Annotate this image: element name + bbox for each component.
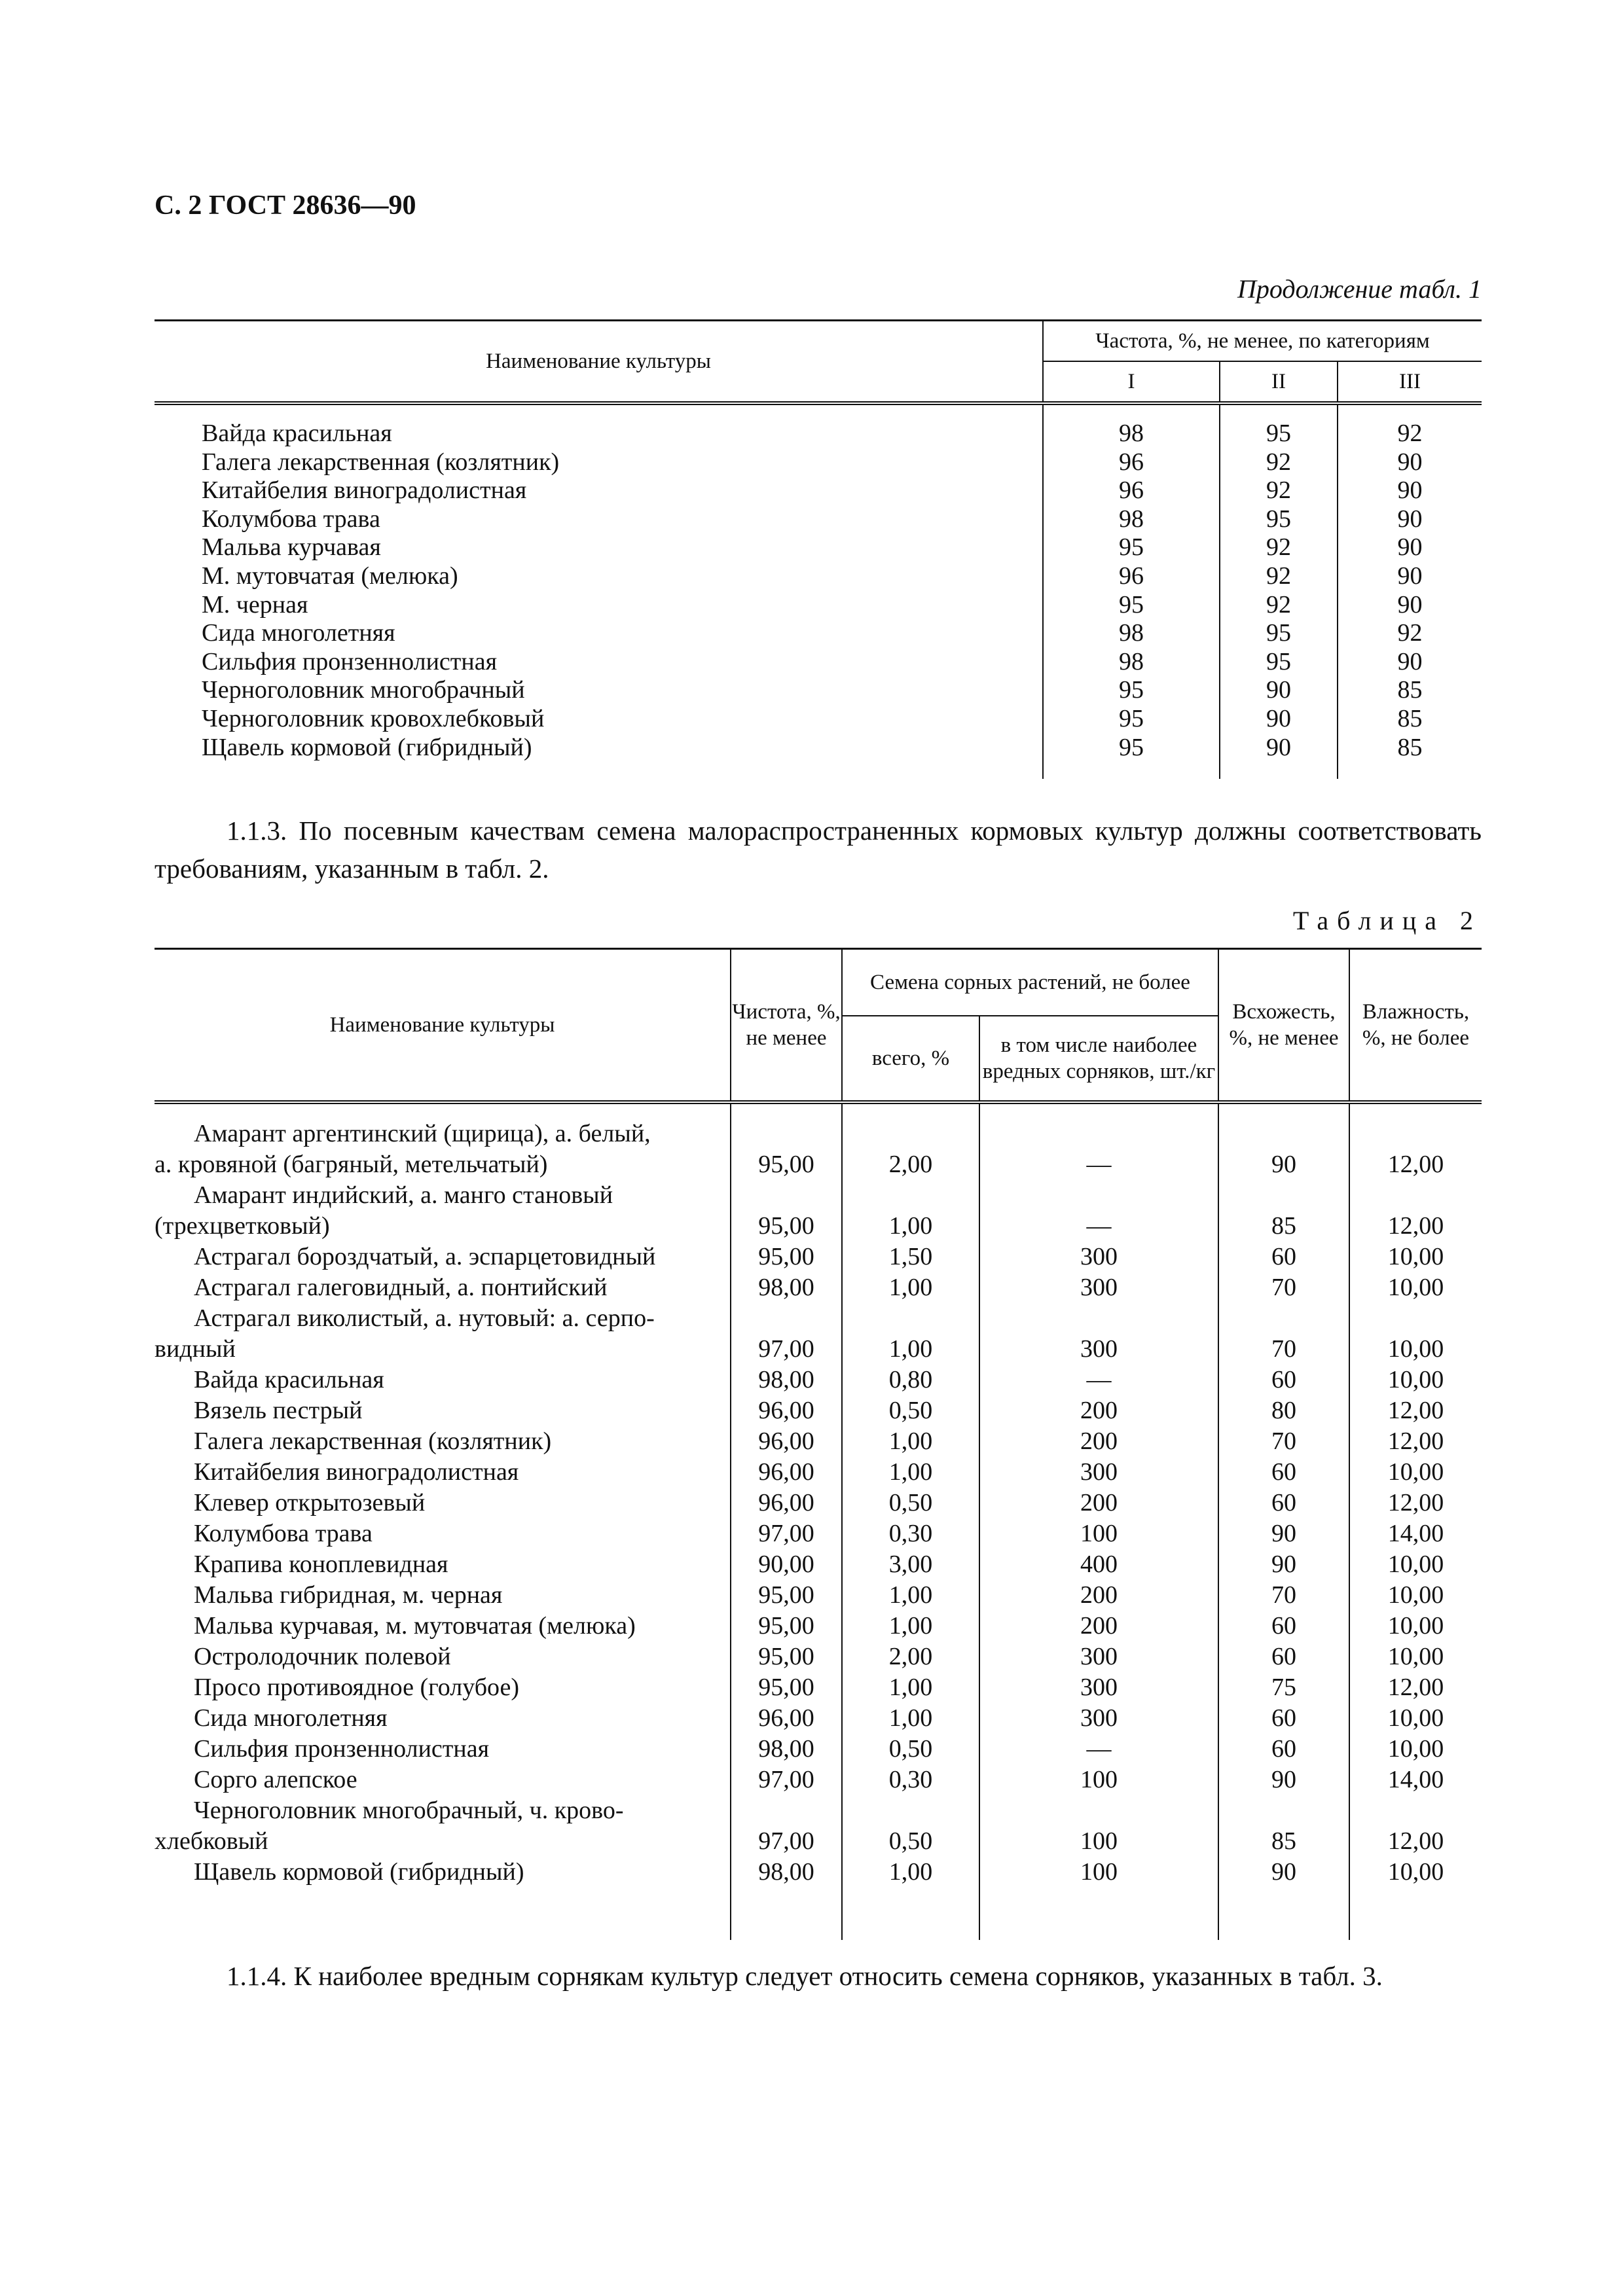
moisture-value: 10,00 (1349, 1857, 1482, 1888)
culture-name (155, 1457, 731, 1488)
frequency-cat-2: 95 (1220, 619, 1338, 648)
purity-value: 95,00 (731, 1242, 842, 1272)
culture-name (155, 1611, 731, 1641)
weeds-harmful-value: 300 (979, 1303, 1218, 1365)
frequency-cat-2: 90 (1220, 734, 1338, 780)
weeds-total-value: 1,00 (842, 1857, 979, 1888)
weeds-total-value: 0,50 (842, 1795, 979, 1857)
germination-value: 60 (1218, 1734, 1349, 1765)
culture-name (155, 1641, 731, 1672)
table-row (155, 562, 1482, 591)
culture-name-line-1: Астрагал галеговидный, а. понтийский (194, 1274, 608, 1301)
moisture-value: 10,00 (1349, 1611, 1482, 1641)
germination-value: 90 (1218, 1549, 1349, 1580)
culture-name-line-1: Мальва курчавая, м. мутовчатая (мелюка) (194, 1612, 636, 1640)
table-row (155, 1518, 1482, 1549)
culture-name-line-1: Клевер открытозевый (194, 1489, 426, 1516)
spacer-cell (1349, 1888, 1482, 1940)
culture-name (155, 1765, 731, 1795)
germination-value: 60 (1218, 1457, 1349, 1488)
purity-value: 96,00 (731, 1488, 842, 1518)
moisture-value: 10,00 (1349, 1734, 1482, 1765)
culture-name (155, 1734, 731, 1765)
purity-value: 98,00 (731, 1365, 842, 1395)
frequency-cat-3: 90 (1338, 505, 1482, 534)
weeds-harmful-value: 400 (979, 1549, 1218, 1580)
moisture-value: 10,00 (1349, 1457, 1482, 1488)
frequency-cat-2: 95 (1220, 648, 1338, 677)
culture-name-line-1: Крапива коноплевидная (194, 1551, 448, 1578)
moisture-value: 10,00 (1349, 1641, 1482, 1672)
spacer-cell (731, 1888, 842, 1940)
spacer-cell (1218, 1888, 1349, 1940)
table-row (155, 1426, 1482, 1457)
table-row (155, 1580, 1482, 1611)
weeds-total-value: 1,00 (842, 1272, 979, 1303)
col-header-moisture: Влажность, %, не более (1349, 949, 1482, 1103)
purity-value: 96,00 (731, 1703, 842, 1734)
germination-value: 60 (1218, 1611, 1349, 1641)
table-row (155, 1457, 1482, 1488)
moisture-value: 14,00 (1349, 1765, 1482, 1795)
frequency-cat-2: 92 (1220, 591, 1338, 620)
table-row (155, 1734, 1482, 1765)
culture-name (155, 1102, 731, 1180)
weeds-harmful-value: 300 (979, 1457, 1218, 1488)
frequency-cat-2: 92 (1220, 448, 1338, 477)
table-spacer-row (155, 1888, 1482, 1940)
weeds-harmful-value: 300 (979, 1242, 1218, 1272)
weeds-total-value: 1,00 (842, 1703, 979, 1734)
spacer-cell (155, 1888, 731, 1940)
culture-name: Колумбова трава (202, 505, 380, 533)
weeds-harmful-value: 300 (979, 1672, 1218, 1703)
germination-value: 70 (1218, 1272, 1349, 1303)
weeds-total-value: 3,00 (842, 1549, 979, 1580)
page-header: С. 2 ГОСТ 28636—90 (155, 190, 416, 221)
frequency-cat-3: 92 (1338, 403, 1482, 448)
weeds-harmful-value: 300 (979, 1641, 1218, 1672)
culture-name: М. мутовчатая (мелюка) (202, 562, 458, 590)
frequency-cat-3: 85 (1338, 705, 1482, 734)
frequency-cat-3: 90 (1338, 533, 1482, 562)
culture-name: М. черная (202, 590, 308, 619)
col-header-purity: Чистота, %, не менее (731, 949, 842, 1103)
culture-name: Щавель кормовой (гибридный) (202, 733, 532, 761)
weeds-total-value: 1,00 (842, 1672, 979, 1703)
weeds-harmful-value: 100 (979, 1857, 1218, 1888)
col-header-germination: Всхожесть, %, не менее (1218, 949, 1349, 1103)
purity-value: 97,00 (731, 1765, 842, 1795)
table-row (155, 476, 1482, 505)
culture-name-line-1: Китайбелия виноградолистная (194, 1458, 519, 1486)
table-row (155, 648, 1482, 677)
purity-value: 97,00 (731, 1518, 842, 1549)
germination-value: 70 (1218, 1580, 1349, 1611)
weeds-harmful-value: 200 (979, 1611, 1218, 1641)
table-row (155, 1641, 1482, 1672)
germination-value: 90 (1218, 1102, 1349, 1180)
paragraph-1-1-4 (155, 1957, 1482, 1995)
moisture-value: 10,00 (1349, 1703, 1482, 1734)
table-1 (155, 319, 1482, 779)
table-row (155, 705, 1482, 734)
weeds-harmful-value: — (979, 1734, 1218, 1765)
culture-name-line-1: Сида многолетняя (194, 1704, 388, 1732)
weeds-harmful-value: 300 (979, 1272, 1218, 1303)
weeds-total-value: 1,00 (842, 1180, 979, 1242)
weeds-total-value: 1,50 (842, 1242, 979, 1272)
col-header-weeds-total: всего, % (842, 1016, 979, 1102)
frequency-cat-1: 95 (1043, 533, 1220, 562)
weeds-total-value: 1,00 (842, 1303, 979, 1365)
culture-name-line-1: Сильфия пронзеннолистная (194, 1735, 490, 1763)
col-header-weed-seeds: Семена сорных растений, не более (842, 949, 1218, 1016)
weeds-harmful-value: 200 (979, 1426, 1218, 1457)
culture-name-line-1: Колумбова трава (194, 1520, 373, 1547)
table-1-body (155, 403, 1482, 779)
germination-value: 85 (1218, 1180, 1349, 1242)
culture-name: Мальва курчавая (202, 533, 381, 562)
col-header-category-2: II (1220, 361, 1338, 403)
culture-name-line-1: Просо противоядное (голубое) (194, 1674, 520, 1701)
weeds-harmful-value: 300 (979, 1703, 1218, 1734)
col-header-name: Наименование культуры (329, 1013, 555, 1037)
weeds-harmful-value: 200 (979, 1580, 1218, 1611)
frequency-cat-3: 85 (1338, 734, 1482, 780)
moisture-value: 12,00 (1349, 1426, 1482, 1457)
weeds-total-value: 0,50 (842, 1734, 979, 1765)
table-row (155, 1703, 1482, 1734)
frequency-cat-3: 92 (1338, 619, 1482, 648)
germination-value: 90 (1218, 1518, 1349, 1549)
culture-name-line-2: видный (155, 1335, 236, 1363)
frequency-cat-1: 95 (1043, 676, 1220, 705)
purity-value: 98,00 (731, 1734, 842, 1765)
culture-name (155, 1242, 731, 1272)
col-header-category-1: I (1043, 361, 1220, 403)
culture-name-line-2: (трехцветковый) (155, 1212, 330, 1240)
culture-name-line-1: Астрагал виколистый, а. нутовый: а. серпо- (194, 1304, 655, 1332)
continuation-label: Продолжение табл. 1 (1237, 274, 1482, 304)
germination-value: 60 (1218, 1703, 1349, 1734)
culture-name (155, 1303, 731, 1365)
weeds-total-value: 1,00 (842, 1611, 979, 1641)
table-row (155, 403, 1482, 448)
weeds-harmful-value: 100 (979, 1765, 1218, 1795)
culture-name (155, 1395, 731, 1426)
germination-value: 60 (1218, 1365, 1349, 1395)
table-row (155, 1549, 1482, 1580)
weeds-total-value: 0,30 (842, 1765, 979, 1795)
culture-name-line-1: Вязель пестрый (194, 1397, 363, 1424)
culture-name: Галега лекарственная (козлятник) (202, 448, 560, 476)
moisture-value: 10,00 (1349, 1549, 1482, 1580)
table-2-body (155, 1102, 1482, 1940)
culture-name (155, 1703, 731, 1734)
frequency-cat-3: 85 (1338, 676, 1482, 705)
culture-name (155, 1272, 731, 1303)
table-row (155, 734, 1482, 780)
weeds-harmful-value: 100 (979, 1518, 1218, 1549)
germination-value: 60 (1218, 1242, 1349, 1272)
moisture-value: 10,00 (1349, 1272, 1482, 1303)
moisture-value: 12,00 (1349, 1180, 1482, 1242)
spacer-cell (979, 1888, 1218, 1940)
culture-name: Сида многолетняя (202, 619, 395, 647)
culture-name (155, 1365, 731, 1395)
frequency-cat-1: 95 (1043, 705, 1220, 734)
weeds-harmful-value: — (979, 1365, 1218, 1395)
germination-value: 60 (1218, 1488, 1349, 1518)
frequency-cat-1: 96 (1043, 562, 1220, 591)
purity-value: 95,00 (731, 1102, 842, 1180)
weeds-total-value: 1,00 (842, 1457, 979, 1488)
culture-name-line-2: а. кровяной (багряный, метельчатый) (155, 1151, 548, 1178)
purity-value: 95,00 (731, 1611, 842, 1641)
frequency-cat-3: 90 (1338, 562, 1482, 591)
purity-value: 98,00 (731, 1272, 842, 1303)
moisture-value: 12,00 (1349, 1488, 1482, 1518)
culture-name-line-1: Мальва гибридная, м. черная (194, 1581, 503, 1609)
weeds-harmful-value: 200 (979, 1488, 1218, 1518)
purity-value: 95,00 (731, 1180, 842, 1242)
table-row (155, 1272, 1482, 1303)
frequency-cat-2: 95 (1220, 505, 1338, 534)
table-row (155, 1795, 1482, 1857)
weeds-total-value: 2,00 (842, 1102, 979, 1180)
purity-value: 96,00 (731, 1426, 842, 1457)
frequency-cat-2: 92 (1220, 533, 1338, 562)
frequency-cat-2: 92 (1220, 476, 1338, 505)
culture-name-line-1: Остролодочник полевой (194, 1643, 451, 1670)
culture-name: Вайда красильная (202, 420, 392, 447)
weeds-harmful-value: 100 (979, 1795, 1218, 1857)
germination-value: 90 (1218, 1857, 1349, 1888)
table-row (155, 1765, 1482, 1795)
culture-name (155, 1549, 731, 1580)
weeds-total-value: 0,80 (842, 1365, 979, 1395)
table-row (155, 533, 1482, 562)
germination-value: 70 (1218, 1426, 1349, 1457)
table-row (155, 1365, 1482, 1395)
culture-name-line-1: Амарант аргентинский (щирица), а. белый, (194, 1120, 651, 1147)
purity-value: 95,00 (731, 1641, 842, 1672)
weeds-total-value: 1,00 (842, 1580, 979, 1611)
moisture-value: 10,00 (1349, 1303, 1482, 1365)
culture-name (155, 1426, 731, 1457)
table-row (155, 619, 1482, 648)
frequency-cat-1: 96 (1043, 448, 1220, 477)
purity-value: 96,00 (731, 1457, 842, 1488)
culture-name-line-1: Вайда красильная (194, 1366, 384, 1393)
purity-value: 98,00 (731, 1857, 842, 1888)
table-row (155, 1242, 1482, 1272)
germination-value: 85 (1218, 1795, 1349, 1857)
culture-name-line-1: Амарант индийский, а. манго становый (194, 1181, 613, 1209)
table-row (155, 1102, 1482, 1180)
frequency-cat-3: 90 (1338, 448, 1482, 477)
spacer-cell (842, 1888, 979, 1940)
frequency-cat-1: 98 (1043, 619, 1220, 648)
frequency-cat-1: 95 (1043, 734, 1220, 780)
moisture-value: 12,00 (1349, 1102, 1482, 1180)
frequency-cat-3: 90 (1338, 591, 1482, 620)
moisture-value: 10,00 (1349, 1365, 1482, 1395)
frequency-cat-2: 95 (1220, 403, 1338, 448)
moisture-value: 10,00 (1349, 1580, 1482, 1611)
moisture-value: 14,00 (1349, 1518, 1482, 1549)
col-header-name: Наименование культуры (486, 350, 711, 373)
frequency-cat-2: 90 (1220, 676, 1338, 705)
frequency-cat-1: 96 (1043, 476, 1220, 505)
germination-value: 60 (1218, 1641, 1349, 1672)
col-header-frequency: Частота, %, не менее, по категориям (1043, 321, 1482, 362)
table-row (155, 1303, 1482, 1365)
weeds-total-value: 0,50 (842, 1395, 979, 1426)
culture-name-line-1: Сорго алепское (194, 1766, 357, 1793)
frequency-cat-2: 90 (1220, 705, 1338, 734)
purity-value: 95,00 (731, 1580, 842, 1611)
paragraph-1-1-3 (155, 812, 1482, 888)
table-row (155, 591, 1482, 620)
table-2 (155, 948, 1482, 1940)
moisture-value: 10,00 (1349, 1242, 1482, 1272)
purity-value: 96,00 (731, 1395, 842, 1426)
purity-value: 97,00 (731, 1795, 842, 1857)
weeds-total-value: 0,50 (842, 1488, 979, 1518)
table-row (155, 676, 1482, 705)
culture-name: Черноголовник кровохлебковый (202, 704, 545, 732)
culture-name-line-2: хлебковый (155, 1827, 268, 1855)
table-row (155, 1180, 1482, 1242)
frequency-cat-2: 92 (1220, 562, 1338, 591)
culture-name (155, 1795, 731, 1857)
table-row (155, 1672, 1482, 1703)
culture-name (155, 1518, 731, 1549)
table-row (155, 1857, 1482, 1888)
table-row (155, 505, 1482, 534)
culture-name: Сильфия пронзеннолистная (202, 647, 498, 675)
moisture-value: 12,00 (1349, 1672, 1482, 1703)
frequency-cat-1: 98 (1043, 648, 1220, 677)
culture-name-line-1: Щавель кормовой (гибридный) (194, 1858, 524, 1886)
culture-name-line-1: Галега лекарственная (козлятник) (194, 1427, 552, 1455)
germination-value: 80 (1218, 1395, 1349, 1426)
culture-name (155, 1672, 731, 1703)
moisture-value: 12,00 (1349, 1795, 1482, 1857)
germination-value: 70 (1218, 1303, 1349, 1365)
col-header-category-3: III (1338, 361, 1482, 403)
table-row (155, 1395, 1482, 1426)
table-row (155, 448, 1482, 477)
frequency-cat-1: 98 (1043, 505, 1220, 534)
frequency-cat-1: 95 (1043, 591, 1220, 620)
moisture-value: 12,00 (1349, 1395, 1482, 1426)
weeds-total-value: 2,00 (842, 1641, 979, 1672)
weeds-harmful-value: 200 (979, 1395, 1218, 1426)
col-header-weeds-harmful: в том числе наиболее вредных сорняков, шт./кг (979, 1016, 1218, 1102)
frequency-cat-1: 98 (1043, 403, 1220, 448)
culture-name: Китайбелия виноградолистная (202, 476, 527, 505)
culture-name (155, 1580, 731, 1611)
germination-value: 90 (1218, 1765, 1349, 1795)
paragraph-1-1-4-text: 1.1.4. К наиболее вредным сорнякам культур следует относить семена сорняков, указанных в табл. 3. (227, 1961, 1383, 1991)
table-row (155, 1488, 1482, 1518)
culture-name (155, 1488, 731, 1518)
table-row (155, 1611, 1482, 1641)
frequency-cat-3: 90 (1338, 648, 1482, 677)
purity-value: 95,00 (731, 1672, 842, 1703)
weeds-harmful-value: — (979, 1102, 1218, 1180)
weeds-total-value: 0,30 (842, 1518, 979, 1549)
culture-name: Черноголовник многобрачный (202, 676, 525, 704)
culture-name-line-1: Черноголовник многобрачный, ч. крово- (194, 1797, 624, 1824)
weeds-total-value: 1,00 (842, 1426, 979, 1457)
culture-name (155, 1857, 731, 1888)
purity-value: 97,00 (731, 1303, 842, 1365)
culture-name (155, 1180, 731, 1242)
table-2-label: Таблица 2 (1292, 906, 1482, 935)
frequency-cat-3: 90 (1338, 476, 1482, 505)
purity-value: 90,00 (731, 1549, 842, 1580)
culture-name-line-1: Астрагал бороздчатый, а. эспарцетовидный (194, 1243, 656, 1270)
germination-value: 75 (1218, 1672, 1349, 1703)
weeds-harmful-value: — (979, 1180, 1218, 1242)
paragraph-1-1-3-text: 1.1.3. По посевным качествам семена малораспространенных кормовых культур должны соответствовать требованиям, указанным в табл. 2. (155, 816, 1482, 884)
